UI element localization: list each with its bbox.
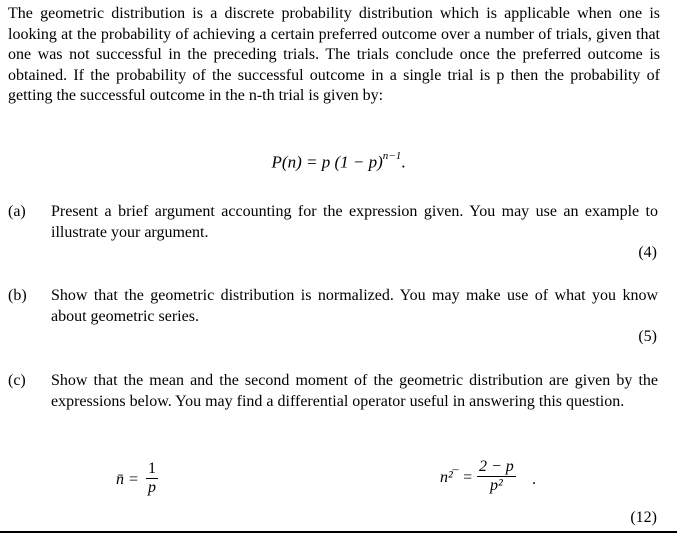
part-b-text: Show that the geometric distribution is normalized. You may make use of what you know about geometric series. xyxy=(51,287,658,325)
part-b-marks: (5) xyxy=(638,328,657,345)
second-moment-numerator: 2 − p xyxy=(479,458,514,475)
part-c-letter: (c) xyxy=(8,372,26,389)
equation-rhs-base: p (1 − p) xyxy=(321,152,383,172)
bottom-divider xyxy=(0,531,677,533)
equation-lhs: P(n) = xyxy=(271,152,322,172)
mean-formula-lhs: n̄ = xyxy=(116,471,139,488)
part-a-letter: (a) xyxy=(8,203,26,220)
second-moment-denominator: p² xyxy=(490,477,503,494)
intro-paragraph: The geometric distribution is a discrete probability distribution which is applicable when one is looking at the probability of achieving a certain preferred outcome over a number of trials, given that one was not successful in the preceding trials. The trials conclude once the preferred outcome is obtained. If the probability of the successful outcome in a single trial is p then the probability of getting the successful outcome in the n-th trial is given by: xyxy=(8,5,660,105)
equation-exponent: n−1 xyxy=(382,150,402,162)
part-c-marks: (12) xyxy=(630,509,657,526)
geometric-distribution-equation xyxy=(0,152,677,173)
second-moment-lhs: n²‾ = xyxy=(440,469,473,486)
mean-formula-fraction xyxy=(146,460,158,497)
part-a-marks: (4) xyxy=(638,244,657,261)
equation-end: . xyxy=(401,152,406,172)
part-b-letter: (b) xyxy=(8,287,27,304)
mean-denominator: p xyxy=(148,479,156,496)
mean-numerator: 1 xyxy=(148,460,156,477)
second-moment-end: . xyxy=(532,471,536,488)
second-moment-fraction xyxy=(477,458,516,495)
part-a-text: Present a brief argument accounting for the expression given. You may use an example to illustrate your argument. xyxy=(51,203,658,241)
part-c-text: Show that the mean and the second moment of the geometric distribution are given by the expressions below. You may find a differential operator useful in answering this question. xyxy=(51,372,658,410)
